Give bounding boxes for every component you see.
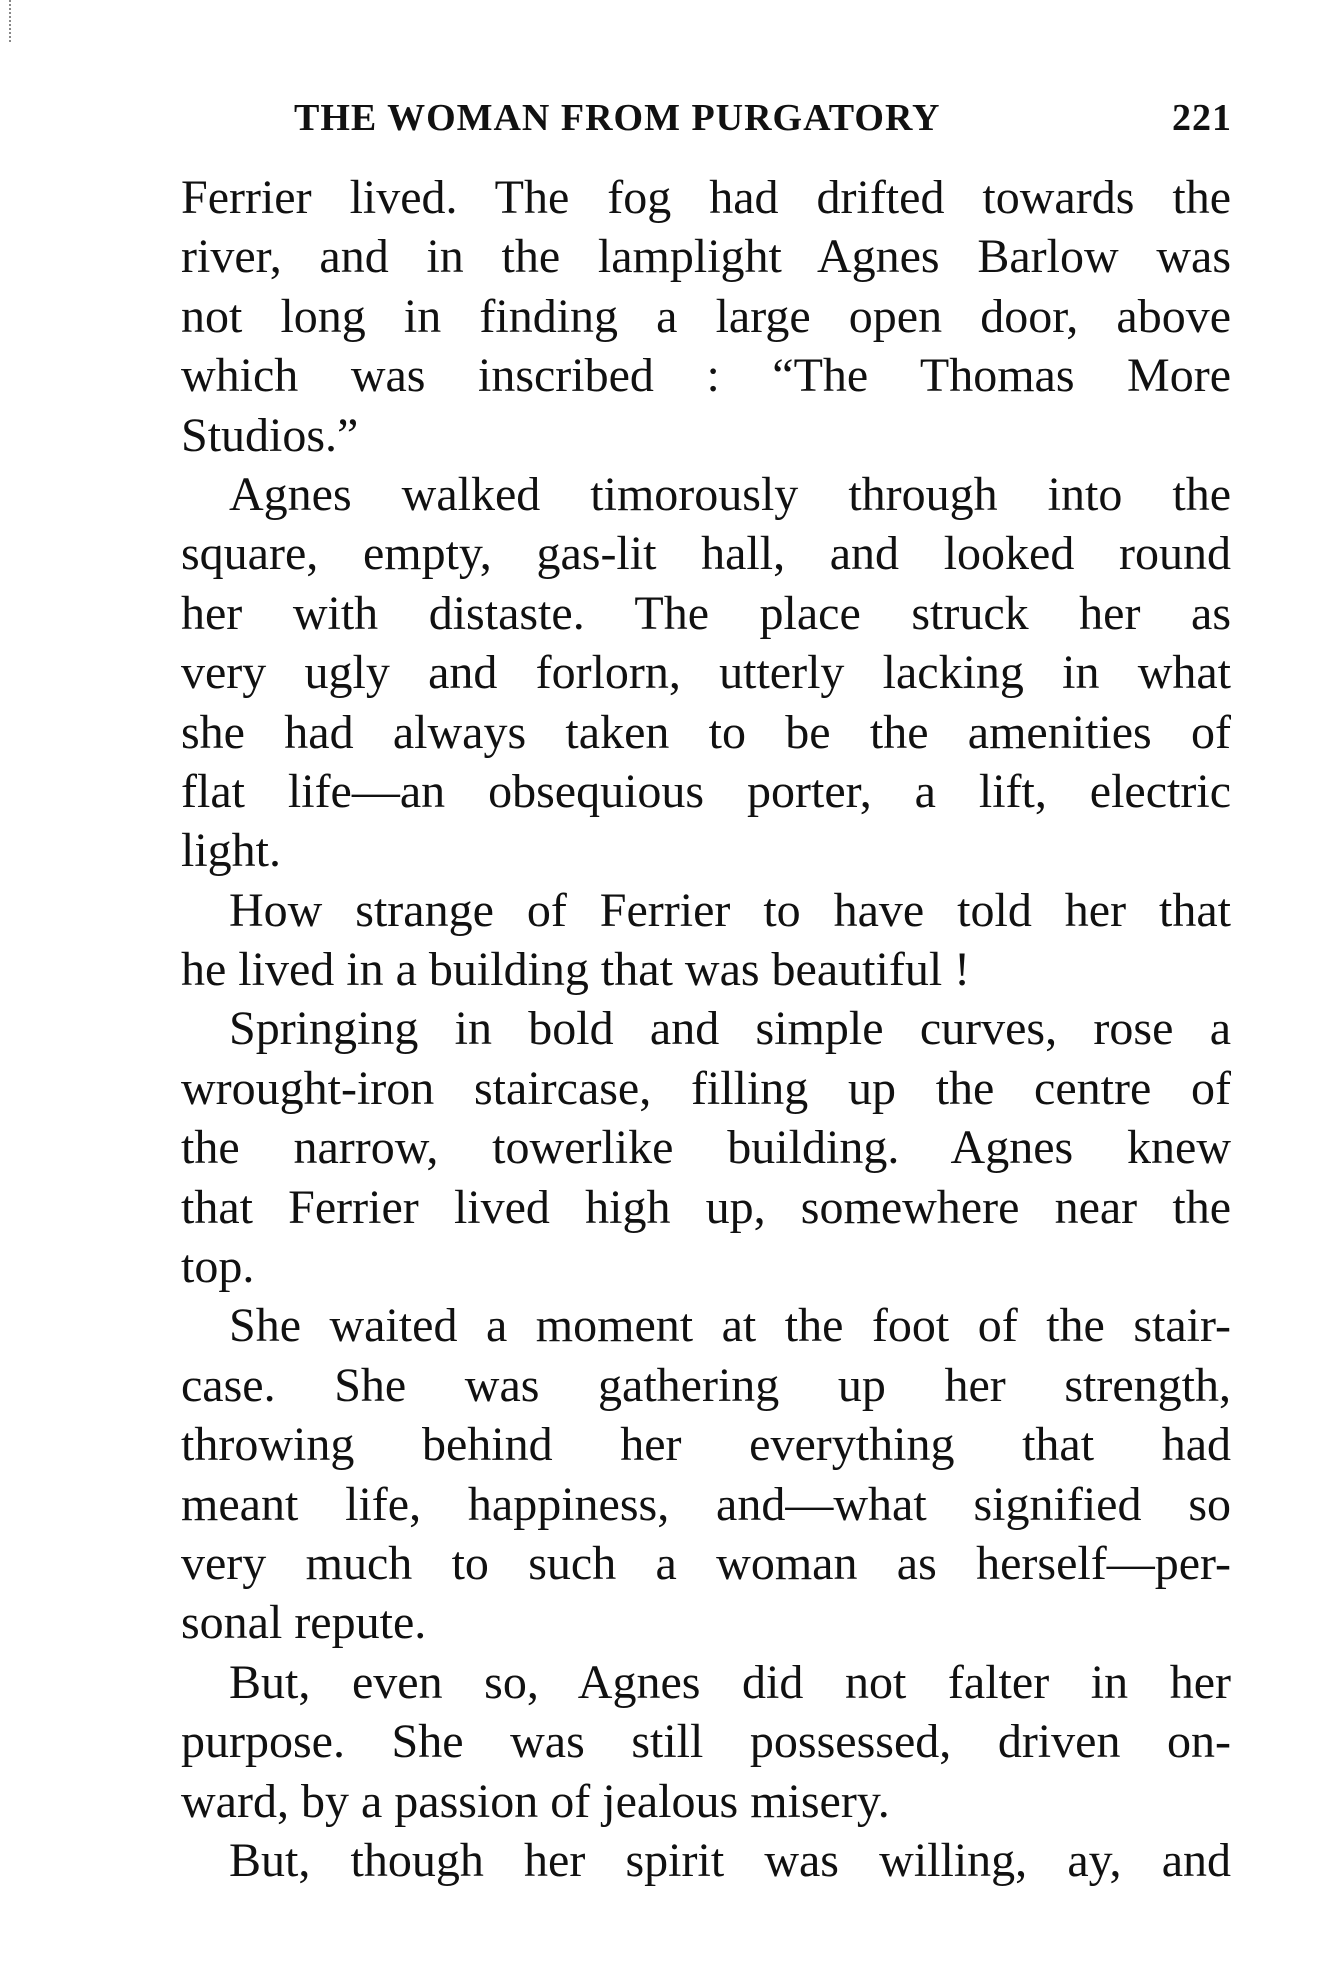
text-line: she had always taken to be the amenities of (181, 705, 1231, 759)
text-line: Ferrier lived. The fog had drifted towards the (181, 171, 1231, 224)
text-line: square, empty, gas-lit hall, and looked round (181, 527, 1231, 581)
text-line: the narrow, towerlike building. Agnes knew (181, 1121, 1231, 1175)
text-line: But, even so, Agnes did not falter in her (229, 1655, 1231, 1709)
text-line: Agnes walked timorously through into the (229, 467, 1231, 521)
text-line: case. She was gathering up her strength, (181, 1358, 1231, 1412)
text-line: ward, by a passion of jealous misery. (181, 1774, 890, 1828)
text-line: very much to such a woman as herself—per- (181, 1536, 1231, 1590)
text-line: flat life—an obsequious porter, a lift, electric (181, 764, 1231, 818)
page-number: 221 (1172, 97, 1232, 139)
text-line: very ugly and forlorn, utterly lacking in what (181, 646, 1231, 700)
text-line: She waited a moment at the foot of the stair- (229, 1299, 1231, 1353)
text-line: purpose. She was still possessed, driven on- (181, 1715, 1231, 1769)
scan-edge-mark (9, 0, 11, 42)
text-line: Springing in bold and simple curves, rose a (229, 1002, 1231, 1056)
text-line: wrought-iron staircase, filling up the centre of (181, 1061, 1231, 1115)
text-line: meant life, happiness, and—what signified so (181, 1477, 1231, 1531)
running-header (294, 96, 1232, 144)
text-line: he lived in a building that was beautiful ! (181, 943, 971, 997)
text-line: top. (181, 1240, 255, 1294)
text-line: light. (181, 824, 282, 878)
text-line: How strange of Ferrier to have told her that (229, 883, 1231, 937)
text-line: not long in finding a large open door, above (181, 289, 1231, 343)
text-line: her with distaste. The place struck her as (181, 586, 1231, 640)
text-line: throwing behind her everything that had (181, 1418, 1231, 1472)
text-line: which was inscribed : “The Thomas More (181, 349, 1231, 403)
text-line: that Ferrier lived high up, somewhere near the (181, 1180, 1231, 1234)
text-line: Studios.” (181, 408, 359, 462)
text-line: But, though her spirit was willing, ay, and (229, 1833, 1231, 1887)
text-line: river, and in the lamplight Agnes Barlow was (181, 230, 1231, 284)
body-text (181, 168, 1231, 1890)
running-title: THE WOMAN FROM PURGATORY (294, 97, 941, 139)
text-line: sonal repute. (181, 1596, 427, 1650)
